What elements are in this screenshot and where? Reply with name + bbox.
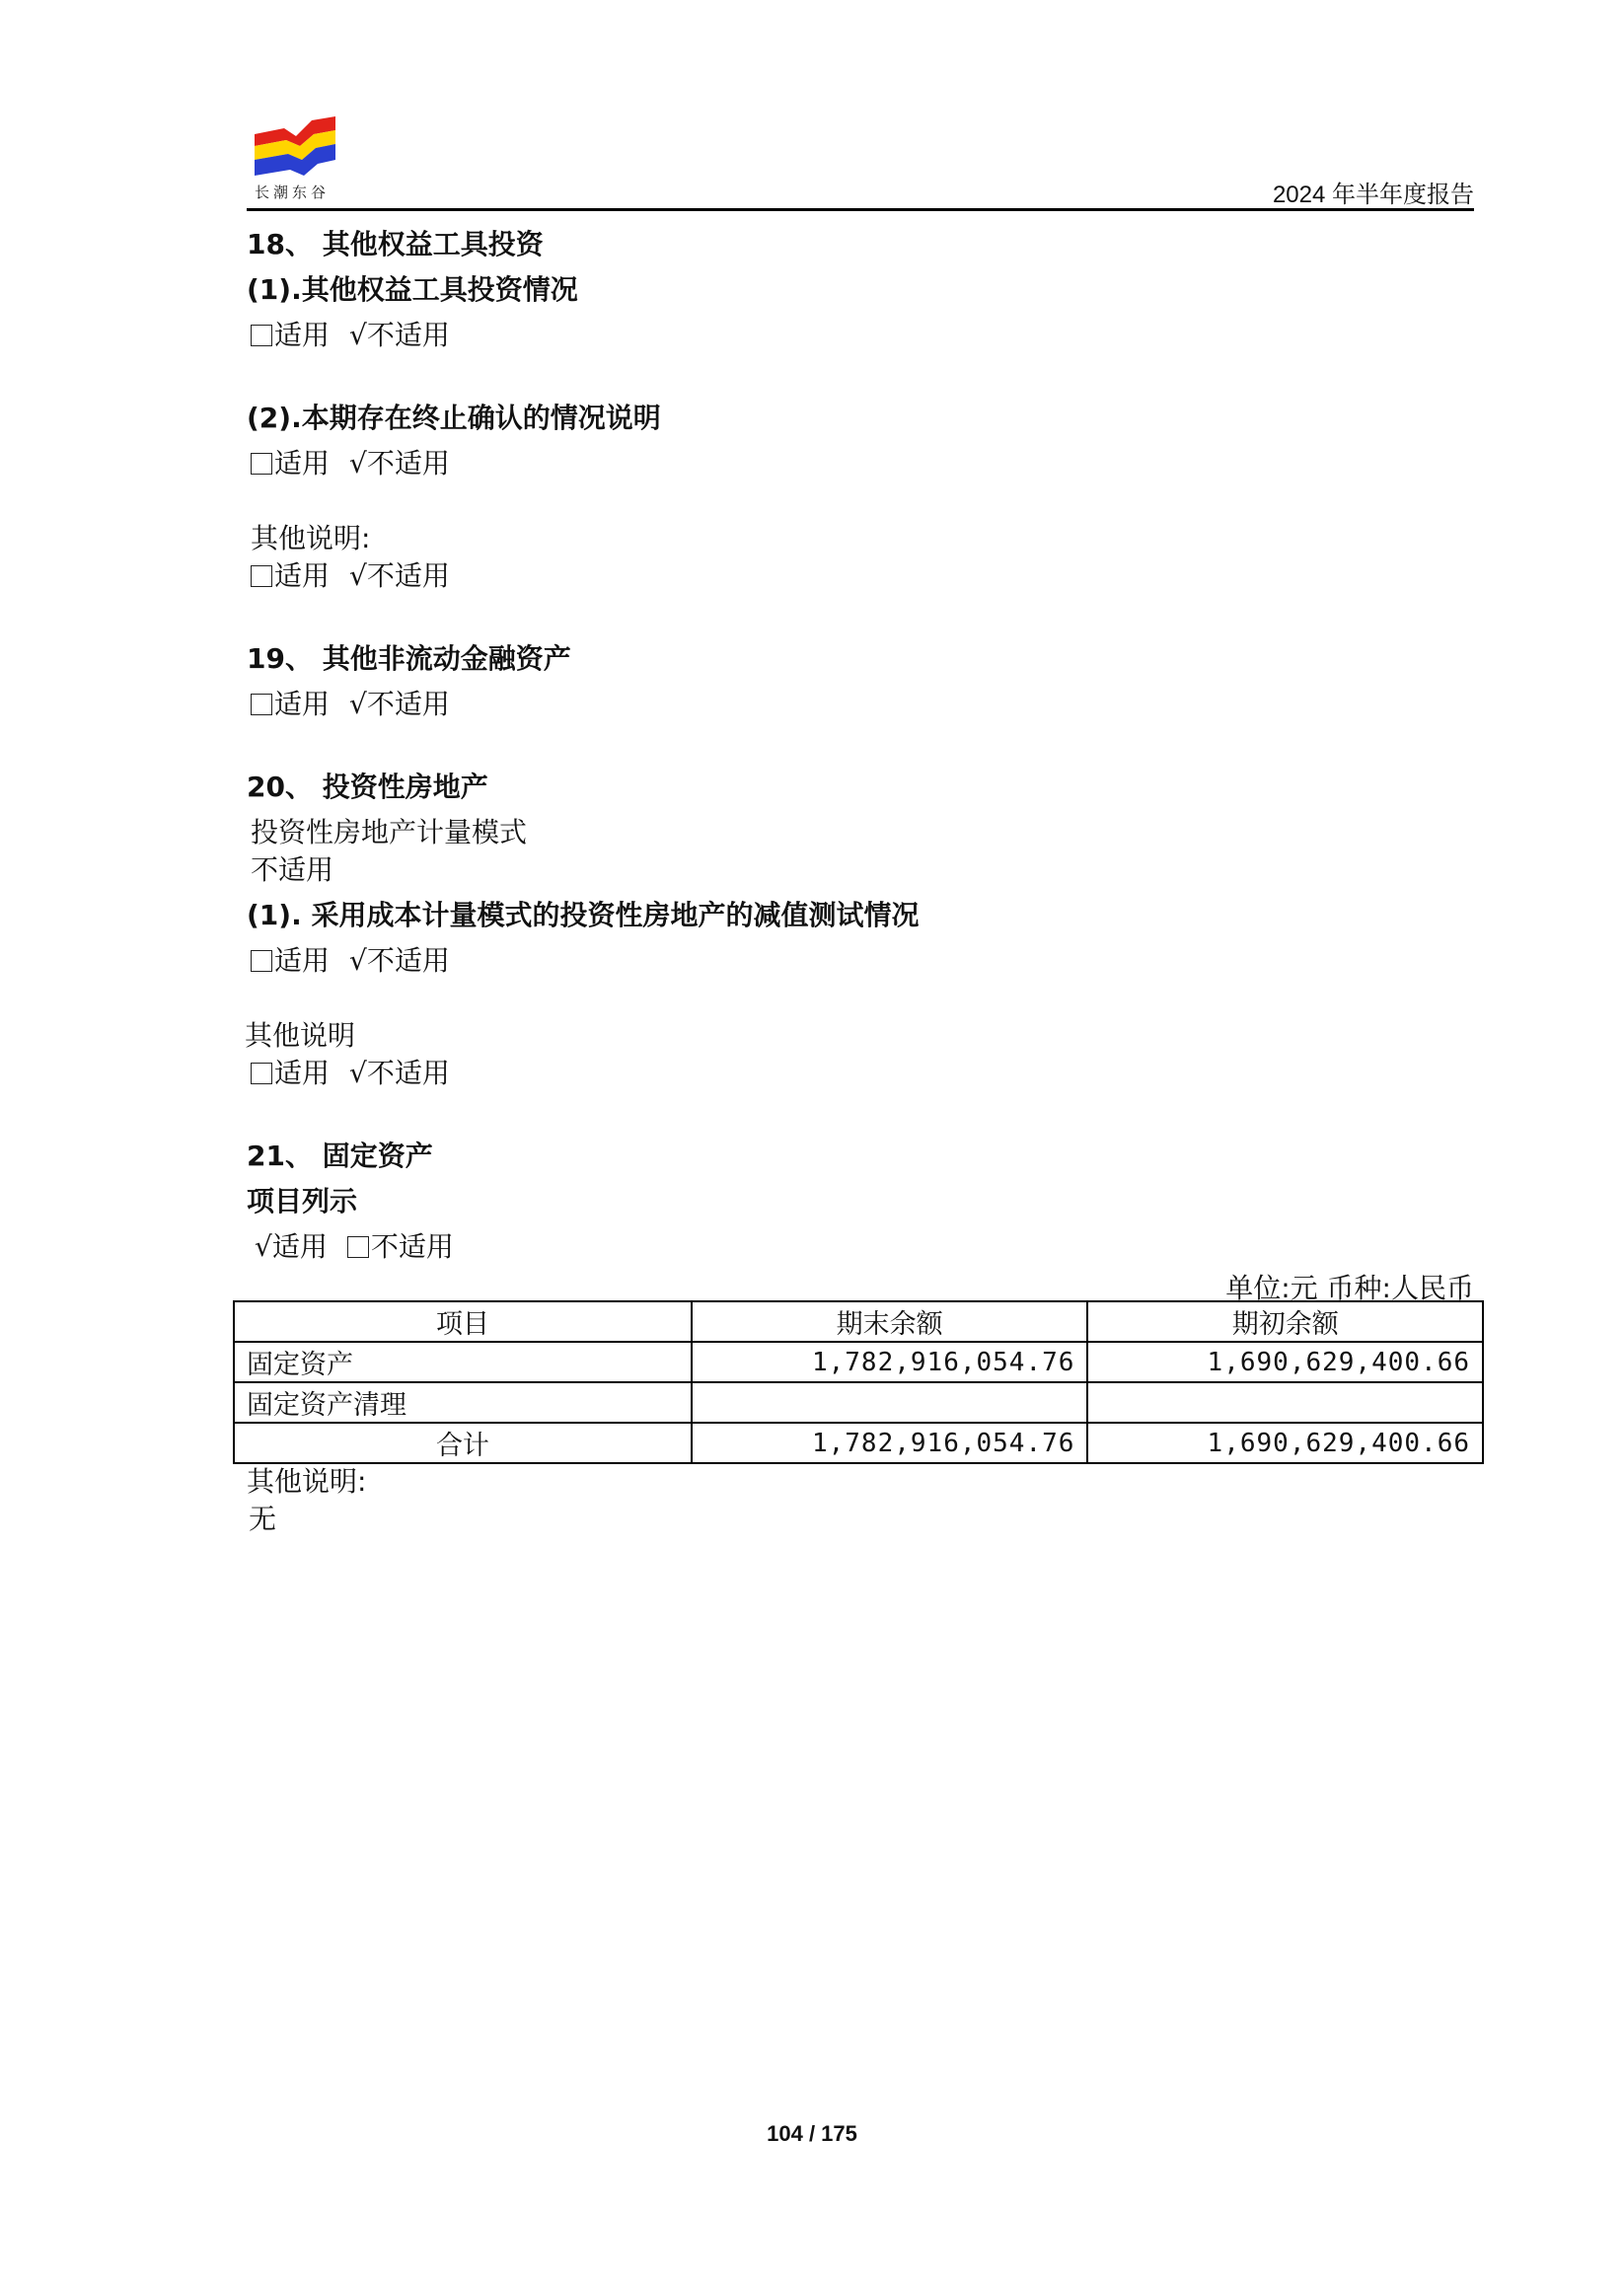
not-applicable-label: 不适用 <box>366 1057 450 1089</box>
checkbox-empty-icon <box>251 565 272 587</box>
not-applicable-label: 不适用 <box>366 944 450 977</box>
section-18-2-title: (2).本期存在终止确认的情况说明 <box>247 402 661 434</box>
section-21-title: 21、 固定资产 <box>247 1140 433 1172</box>
check-mark-icon: √ <box>349 319 367 351</box>
header-divider <box>247 208 1474 211</box>
section-20-1-title: (1). 采用成本计量模式的投资性房地产的减值测试情况 <box>247 899 920 931</box>
check-mark-icon: √ <box>255 1230 272 1263</box>
not-applicable-label: 不适用 <box>366 688 450 720</box>
section-21-subtitle: 项目列示 <box>247 1185 358 1217</box>
column-header: 期初余额 <box>1087 1301 1483 1342</box>
checkbox-empty-icon <box>251 950 272 972</box>
section-21-other-value: 无 <box>249 1503 277 1535</box>
column-header: 期末余额 <box>692 1301 1088 1342</box>
checkbox-empty-icon <box>251 694 272 715</box>
section-20-other-label: 其他说明 <box>245 1019 356 1052</box>
option-row <box>251 554 450 594</box>
applicable-label: 适用 <box>274 447 331 479</box>
applicable-label: 适用 <box>274 1057 331 1089</box>
section-18-other-label: 其他说明: <box>251 522 371 554</box>
section-18-1-title: (1).其他权益工具投资情况 <box>247 273 578 306</box>
checkbox-empty-icon <box>347 1236 369 1258</box>
option-row <box>251 1052 450 1091</box>
applicable-label: 适用 <box>274 688 331 720</box>
check-mark-icon: √ <box>349 559 367 592</box>
beginning-balance <box>1087 1382 1483 1423</box>
option-row <box>255 1225 454 1265</box>
checkbox-empty-icon <box>251 453 272 475</box>
check-mark-icon: √ <box>349 688 367 720</box>
row-label: 固定资产 <box>234 1342 692 1382</box>
report-title: 2024 年半年度报告 <box>1272 182 1474 208</box>
check-mark-icon: √ <box>349 944 367 977</box>
beginning-balance: 1,690,629,400.66 <box>1087 1423 1483 1463</box>
table-header-row <box>234 1301 1483 1342</box>
not-applicable-label: 不适用 <box>370 1230 454 1263</box>
section-18-title: 18、 其他权益工具投资 <box>247 228 544 260</box>
option-row <box>251 683 450 722</box>
company-logo <box>255 116 335 178</box>
beginning-balance: 1,690,629,400.66 <box>1087 1342 1483 1382</box>
section-21-other-label: 其他说明: <box>247 1465 367 1498</box>
option-row <box>251 939 450 979</box>
fixed-assets-table <box>233 1300 1484 1464</box>
unit-currency-note: 单位:元 币种:人民币 <box>1225 1272 1474 1304</box>
applicable-label: 适用 <box>274 944 331 977</box>
measurement-mode-value: 不适用 <box>251 853 334 886</box>
applicable-label: 适用 <box>274 319 331 351</box>
section-19-title: 19、 其他非流动金融资产 <box>247 642 571 675</box>
column-header: 项目 <box>234 1301 692 1342</box>
section-20-title: 20、 投资性房地产 <box>247 771 488 803</box>
ending-balance: 1,782,916,054.76 <box>692 1423 1088 1463</box>
option-row <box>251 442 450 481</box>
logo-text: 长潮东谷 <box>255 184 331 201</box>
table-total-row <box>234 1423 1483 1463</box>
ending-balance <box>692 1382 1088 1423</box>
applicable-label: 适用 <box>274 559 331 592</box>
not-applicable-label: 不适用 <box>366 559 450 592</box>
row-label: 固定资产清理 <box>234 1382 692 1423</box>
measurement-mode-label: 投资性房地产计量模式 <box>251 816 528 848</box>
checkbox-empty-icon <box>251 1063 272 1084</box>
checkbox-empty-icon <box>251 325 272 346</box>
ending-balance: 1,782,916,054.76 <box>692 1342 1088 1382</box>
check-mark-icon: √ <box>349 447 367 479</box>
option-row <box>251 314 450 353</box>
table-row <box>234 1382 1483 1423</box>
applicable-label: 适用 <box>271 1230 328 1263</box>
check-mark-icon: √ <box>349 1057 367 1089</box>
not-applicable-label: 不适用 <box>366 319 450 351</box>
page-number: 104 / 175 <box>767 2121 857 2146</box>
not-applicable-label: 不适用 <box>366 447 450 479</box>
table-row <box>234 1342 1483 1382</box>
row-label: 合计 <box>234 1423 692 1463</box>
